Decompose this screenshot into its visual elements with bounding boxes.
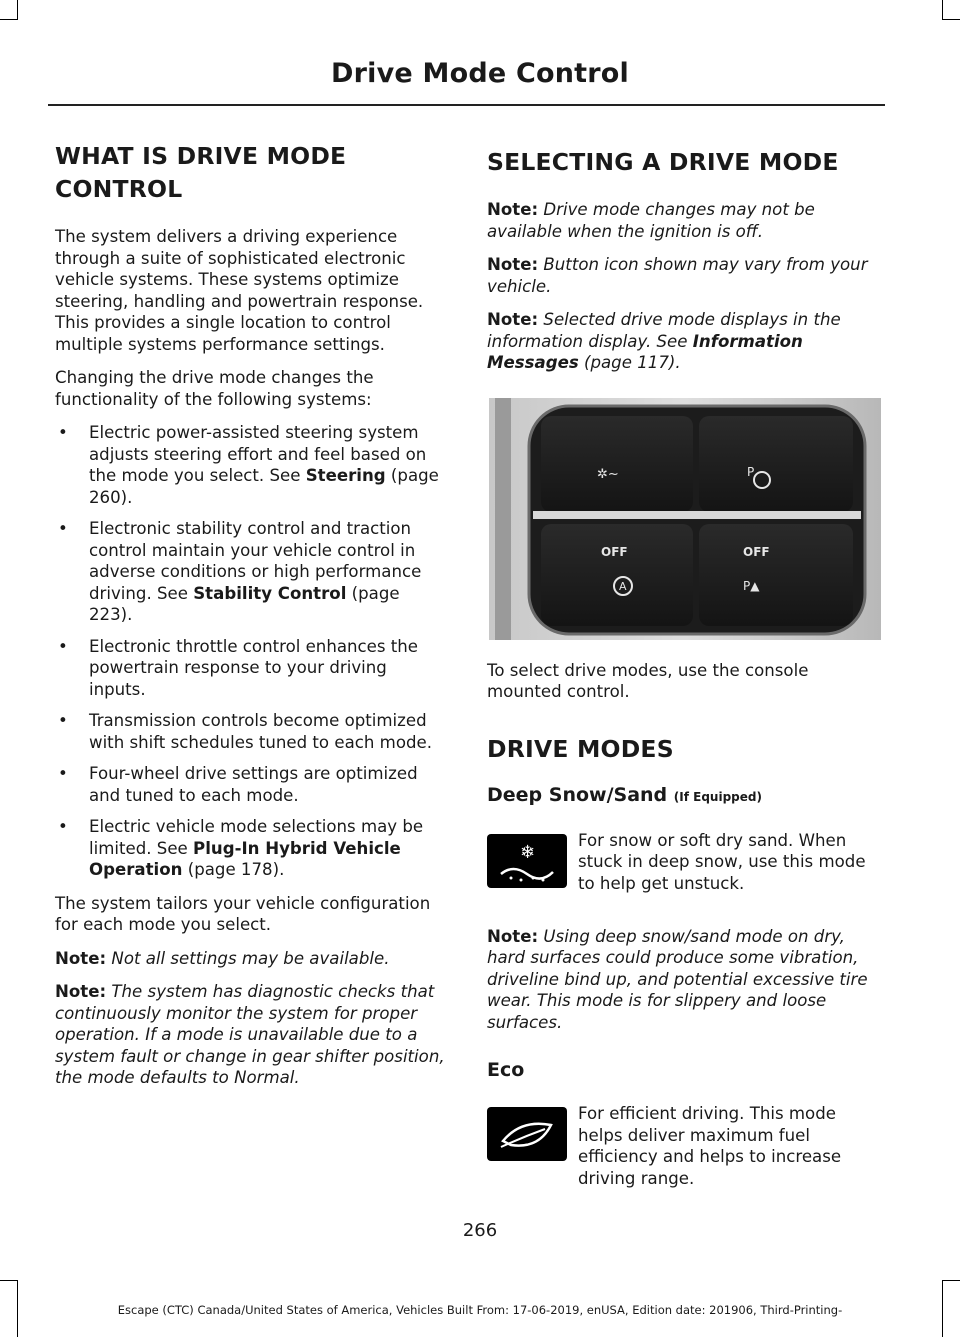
crop-mark [942, 1280, 960, 1281]
snowflake-sand-icon [487, 834, 567, 888]
svg-text:❄: ❄ [520, 841, 536, 863]
list-item: • Electric power-assisted steering system adjusts steering effort and feel based on the mode you select. See Steering (page 260). [58, 423, 439, 507]
page-number: 266 [462, 1220, 498, 1241]
changing-paragraph: Changing the drive mode changes the functionality of the following systems: [55, 368, 374, 409]
snow-mode-row [487, 830, 881, 916]
note-snow: Note: Using deep snow/sand mode on dry, hard surfaces could produce some vibration, driveline bind up, and potential excessive tire wear. This mode is for slippery and loose surfaces. [487, 926, 868, 1032]
auto-start-stop-button [541, 524, 693, 626]
snow-mode-description: For snow or soft dry sand. When stuck in deep snow, use this mode to help get unstuck. [578, 830, 866, 893]
crop-mark [0, 1280, 18, 1281]
xref-link[interactable]: Steering [305, 466, 386, 485]
note-icon-vary: Note: Button icon shown may vary from your vehicle. [487, 255, 868, 296]
crop-mark [942, 0, 943, 20]
crop-mark [0, 19, 18, 20]
systems-list [55, 422, 447, 881]
footer-text: Escape (CTC) Canada/United States of America, Vehicles Built From: 17-06-2019, enUSA, Edition date: 201906, Third-Printing- [117, 1303, 843, 1317]
svg-text:P: P [747, 464, 755, 479]
svg-text:P▲: P▲ [743, 578, 760, 593]
intro-paragraph: The system delivers a driving experience through a suite of sophisticated electronic vehicle systems. These systems optimize steering, handling and powertrain response. This provides a single location to control multiple systems performance settings. [55, 227, 424, 354]
xref-link[interactable]: Stability Control [193, 583, 347, 603]
snow-mode-button [541, 416, 693, 512]
note-display: Note: Selected drive mode displays in the information display. See Information Messages (page 117). [487, 310, 841, 372]
eco-mode-row [487, 1103, 881, 1189]
park-assist-button [699, 524, 853, 626]
list-item: • Four-wheel drive settings are optimized and tuned to each mode. [58, 764, 418, 805]
right-column [487, 146, 881, 1201]
list-item: • Electric vehicle mode selections may be limited. See Plug-In Hybrid Vehicle Operation (page 178). [58, 817, 424, 879]
subheading-eco: Eco [487, 1059, 525, 1081]
page-title: Drive Mode Control [331, 58, 629, 89]
subheading-deep-snow: Deep Snow/Sand (If Equipped) [487, 783, 762, 806]
select-instructions: To select drive modes, use the console mounted control. [487, 660, 809, 701]
crop-mark [942, 19, 960, 20]
svg-text:OFF: OFF [601, 544, 628, 559]
xref-link[interactable]: Information Messages [487, 331, 803, 372]
tailors-paragraph: The system tailors your vehicle configuration for each mode you select. [55, 893, 431, 934]
note-ignition: Note: Drive mode changes may not be available when the ignition is off. [487, 200, 815, 241]
list-item: • Electronic throttle control enhances the powertrain response to your driving inputs. [58, 636, 419, 699]
header-rule [48, 104, 885, 106]
note-diagnostics: Note: The system has diagnostic checks that continuously monitor the system for proper operation. If a mode is unavailable due to a system fault or change in gear shifter position, the mode defaults to Normal. [55, 982, 445, 1087]
left-column [55, 140, 447, 1101]
svg-text:A: A [619, 579, 627, 593]
list-item: • Transmission controls become optimized with shift schedules tuned to each mode. [58, 711, 432, 752]
sport-steering-button [699, 416, 853, 512]
crop-mark [17, 0, 18, 20]
svg-text:OFF: OFF [743, 544, 770, 559]
note-settings: Note: Not all settings may be available. [55, 948, 390, 968]
section-heading-selecting: SELECTING A DRIVE MODE [487, 148, 839, 176]
eco-mode-description: For efficient driving. This mode helps deliver maximum fuel efficiency and helps to increase driving range. [578, 1104, 842, 1188]
section-heading-what-is: WHAT IS DRIVE MODE CONTROL [55, 142, 347, 203]
svg-text:✲~: ✲~ [597, 466, 619, 482]
section-heading-drive-modes: DRIVE MODES [487, 734, 674, 763]
xref-link[interactable]: Plug-In Hybrid Vehicle Operation [89, 838, 401, 879]
console-control-photo [489, 398, 881, 640]
leaf-icon [487, 1107, 567, 1161]
list-item: • Electronic stability control and traction control maintain your vehicle control in adverse conditions or high performance driving. See Stability Control (page 223). [58, 519, 422, 624]
